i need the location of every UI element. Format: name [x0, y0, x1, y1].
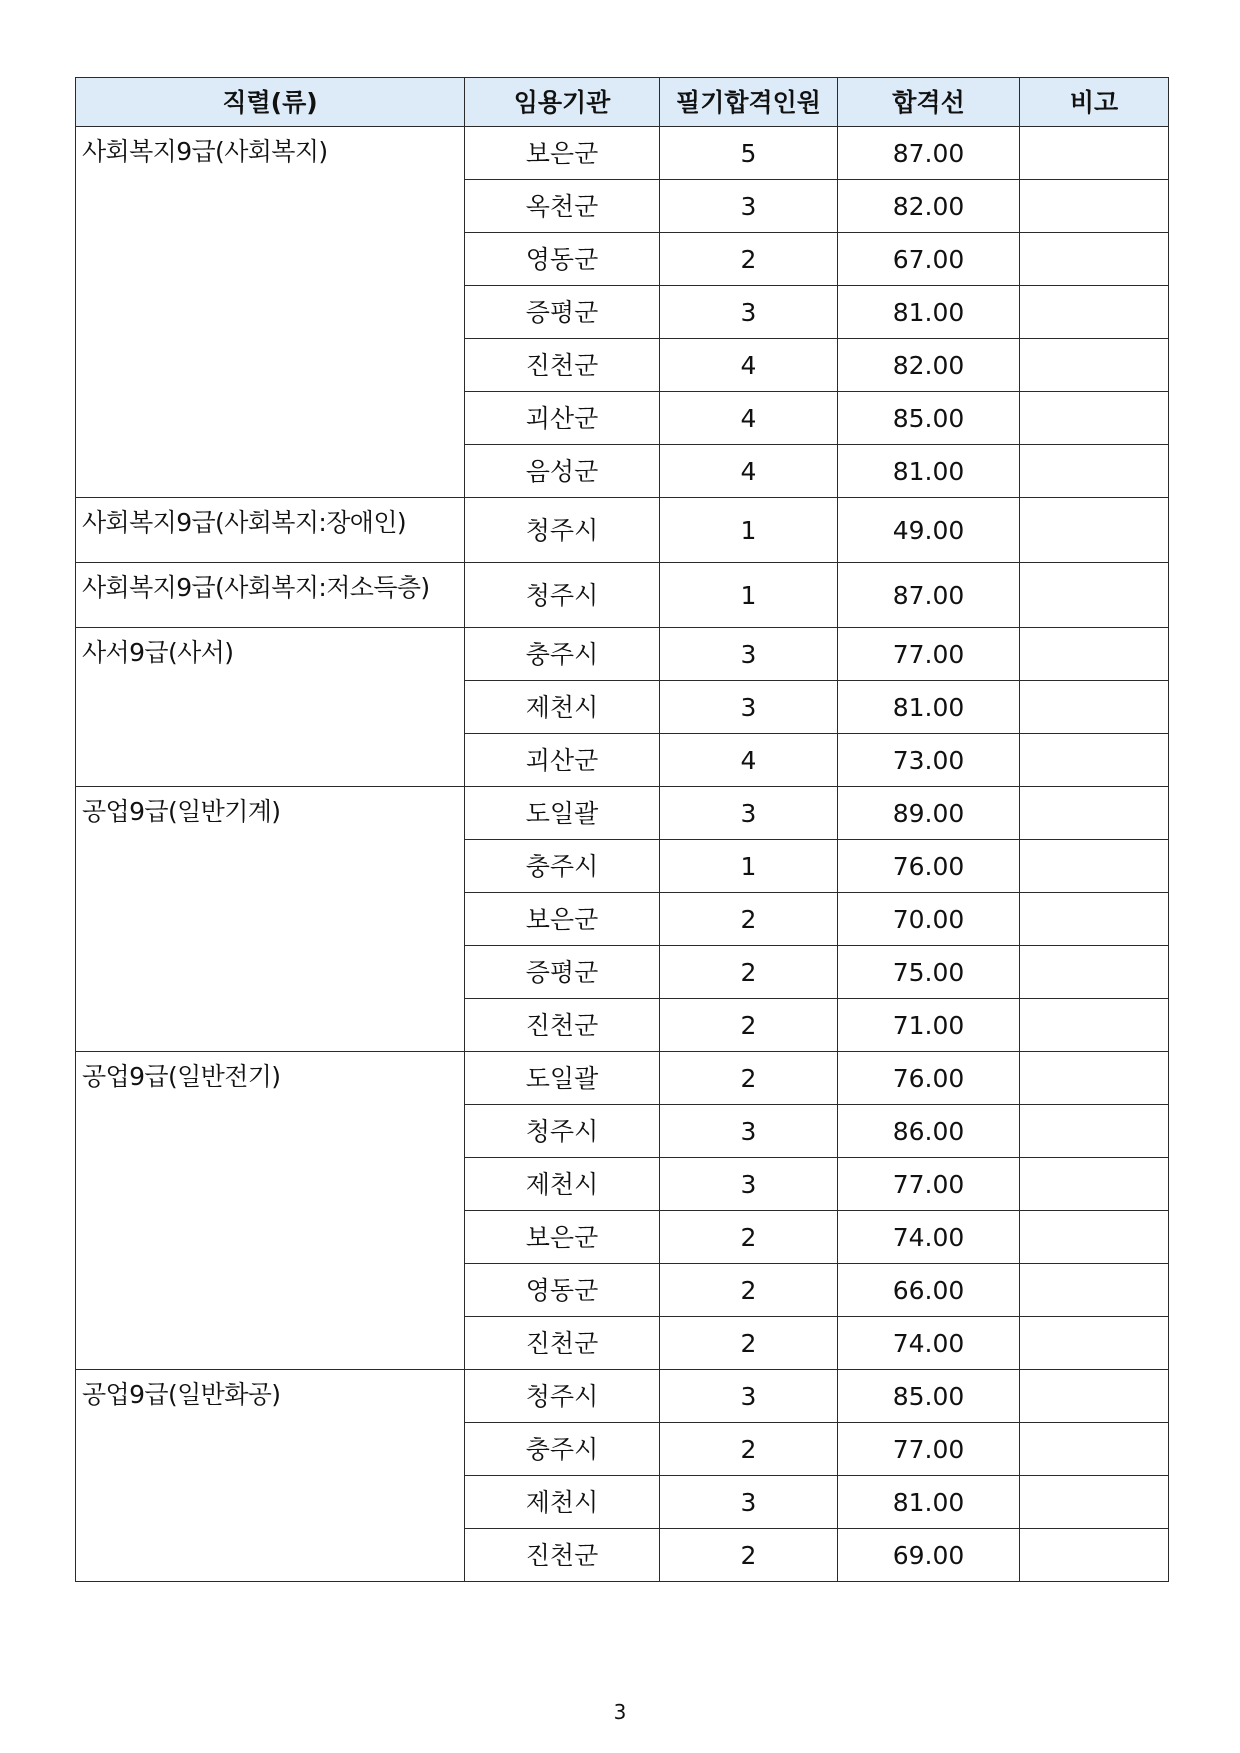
agency-cell: 청주시 [465, 563, 660, 628]
position-cell: 사회복지9급(사회복지:장애인) [76, 498, 465, 563]
cutoff-cell: 66.00 [838, 1264, 1020, 1317]
pass-count-cell: 4 [660, 445, 838, 498]
pass-count-cell: 5 [660, 127, 838, 180]
cutoff-cell: 69.00 [838, 1529, 1020, 1582]
pass-count-cell: 3 [660, 1158, 838, 1211]
note-cell [1020, 734, 1169, 787]
cutoff-cell: 74.00 [838, 1317, 1020, 1370]
pass-count-cell: 3 [660, 1476, 838, 1529]
agency-cell: 제천시 [465, 1158, 660, 1211]
agency-cell: 옥천군 [465, 180, 660, 233]
agency-cell: 증평군 [465, 946, 660, 999]
table-header [76, 78, 1169, 127]
cutoff-cell: 76.00 [838, 1052, 1020, 1105]
note-cell [1020, 628, 1169, 681]
cutoff-cell: 81.00 [838, 286, 1020, 339]
agency-cell: 진천군 [465, 1529, 660, 1582]
pass-count-cell: 3 [660, 681, 838, 734]
table-row [76, 498, 1169, 563]
position-cell: 사회복지9급(사회복지:저소득층) [76, 563, 465, 628]
table-row [76, 1370, 1169, 1423]
cutoff-cell: 77.00 [838, 628, 1020, 681]
pass-count-cell: 2 [660, 233, 838, 286]
note-cell [1020, 1264, 1169, 1317]
header-note: 비고 [1020, 78, 1169, 127]
page-number: 3 [613, 1700, 627, 1724]
agency-cell: 도일괄 [465, 787, 660, 840]
note-cell [1020, 127, 1169, 180]
position-cell: 사서9급(사서) [76, 628, 465, 787]
note-cell [1020, 1317, 1169, 1370]
pass-count-cell: 1 [660, 840, 838, 893]
pass-count-cell: 4 [660, 392, 838, 445]
pass-count-cell: 3 [660, 180, 838, 233]
cutoff-cell: 67.00 [838, 233, 1020, 286]
header-agency: 임용기관 [465, 78, 660, 127]
note-cell [1020, 339, 1169, 392]
note-cell [1020, 946, 1169, 999]
table-row [76, 787, 1169, 840]
cutoff-cell: 82.00 [838, 180, 1020, 233]
pass-count-cell: 2 [660, 946, 838, 999]
pass-count-cell: 2 [660, 999, 838, 1052]
note-cell [1020, 392, 1169, 445]
note-cell [1020, 999, 1169, 1052]
cutoff-cell: 74.00 [838, 1211, 1020, 1264]
note-cell [1020, 893, 1169, 946]
agency-cell: 청주시 [465, 1370, 660, 1423]
pass-count-cell: 2 [660, 1317, 838, 1370]
agency-cell: 충주시 [465, 1423, 660, 1476]
note-cell [1020, 1211, 1169, 1264]
agency-cell: 괴산군 [465, 734, 660, 787]
pass-count-cell: 3 [660, 1370, 838, 1423]
note-cell [1020, 681, 1169, 734]
position-cell: 공업9급(일반화공) [76, 1370, 465, 1582]
cutoff-cell: 81.00 [838, 445, 1020, 498]
pass-count-cell: 2 [660, 1529, 838, 1582]
cutoff-cell: 49.00 [838, 498, 1020, 563]
position-cell: 공업9급(일반기계) [76, 787, 465, 1052]
pass-count-cell: 3 [660, 286, 838, 339]
agency-cell: 음성군 [465, 445, 660, 498]
pass-count-cell: 4 [660, 339, 838, 392]
cutoff-cell: 89.00 [838, 787, 1020, 840]
note-cell [1020, 1370, 1169, 1423]
note-cell [1020, 563, 1169, 628]
note-cell [1020, 840, 1169, 893]
agency-cell: 보은군 [465, 127, 660, 180]
cutoff-cell: 77.00 [838, 1423, 1020, 1476]
agency-cell: 보은군 [465, 893, 660, 946]
note-cell [1020, 1423, 1169, 1476]
pass-count-cell: 3 [660, 787, 838, 840]
note-cell [1020, 787, 1169, 840]
header-pass-count: 필기합격인원 [660, 78, 838, 127]
agency-cell: 도일괄 [465, 1052, 660, 1105]
note-cell [1020, 1158, 1169, 1211]
pass-count-cell: 4 [660, 734, 838, 787]
agency-cell: 제천시 [465, 681, 660, 734]
cutoff-cell: 77.00 [838, 1158, 1020, 1211]
note-cell [1020, 286, 1169, 339]
agency-cell: 청주시 [465, 1105, 660, 1158]
note-cell [1020, 1105, 1169, 1158]
cutoff-cell: 76.00 [838, 840, 1020, 893]
pass-count-cell: 2 [660, 1264, 838, 1317]
note-cell [1020, 1529, 1169, 1582]
note-cell [1020, 498, 1169, 563]
agency-cell: 진천군 [465, 999, 660, 1052]
cutoff-cell: 87.00 [838, 563, 1020, 628]
agency-cell: 제천시 [465, 1476, 660, 1529]
header-row [76, 78, 1169, 127]
cutoff-cell: 81.00 [838, 681, 1020, 734]
cutoff-cell: 86.00 [838, 1105, 1020, 1158]
pass-count-cell: 1 [660, 563, 838, 628]
position-cell: 사회복지9급(사회복지) [76, 127, 465, 498]
agency-cell: 진천군 [465, 1317, 660, 1370]
cutoff-cell: 73.00 [838, 734, 1020, 787]
agency-cell: 증평군 [465, 286, 660, 339]
pass-count-cell: 2 [660, 893, 838, 946]
header-cutoff: 합격선 [838, 78, 1020, 127]
agency-cell: 청주시 [465, 498, 660, 563]
cutoff-cell: 70.00 [838, 893, 1020, 946]
table-row [76, 563, 1169, 628]
table-row [76, 127, 1169, 180]
pass-count-cell: 2 [660, 1423, 838, 1476]
table-row [76, 628, 1169, 681]
cutoff-cell: 82.00 [838, 339, 1020, 392]
note-cell [1020, 233, 1169, 286]
cutoff-cell: 75.00 [838, 946, 1020, 999]
pass-count-cell: 3 [660, 1105, 838, 1158]
pass-count-cell: 3 [660, 628, 838, 681]
position-cell: 공업9급(일반전기) [76, 1052, 465, 1370]
cutoff-cell: 71.00 [838, 999, 1020, 1052]
agency-cell: 충주시 [465, 840, 660, 893]
agency-cell: 충주시 [465, 628, 660, 681]
agency-cell: 괴산군 [465, 392, 660, 445]
note-cell [1020, 445, 1169, 498]
pass-count-cell: 1 [660, 498, 838, 563]
table-body [76, 127, 1169, 1582]
cutoff-cell: 81.00 [838, 1476, 1020, 1529]
pass-count-cell: 2 [660, 1211, 838, 1264]
header-position: 직렬(류) [76, 78, 465, 127]
note-cell [1020, 1476, 1169, 1529]
cutoff-cell: 87.00 [838, 127, 1020, 180]
table-row [76, 1052, 1169, 1105]
note-cell [1020, 180, 1169, 233]
agency-cell: 영동군 [465, 1264, 660, 1317]
agency-cell: 영동군 [465, 233, 660, 286]
pass-count-cell: 2 [660, 1052, 838, 1105]
cutoff-cell: 85.00 [838, 1370, 1020, 1423]
agency-cell: 보은군 [465, 1211, 660, 1264]
cutoff-cell: 85.00 [838, 392, 1020, 445]
result-table [75, 77, 1169, 1582]
note-cell [1020, 1052, 1169, 1105]
agency-cell: 진천군 [465, 339, 660, 392]
